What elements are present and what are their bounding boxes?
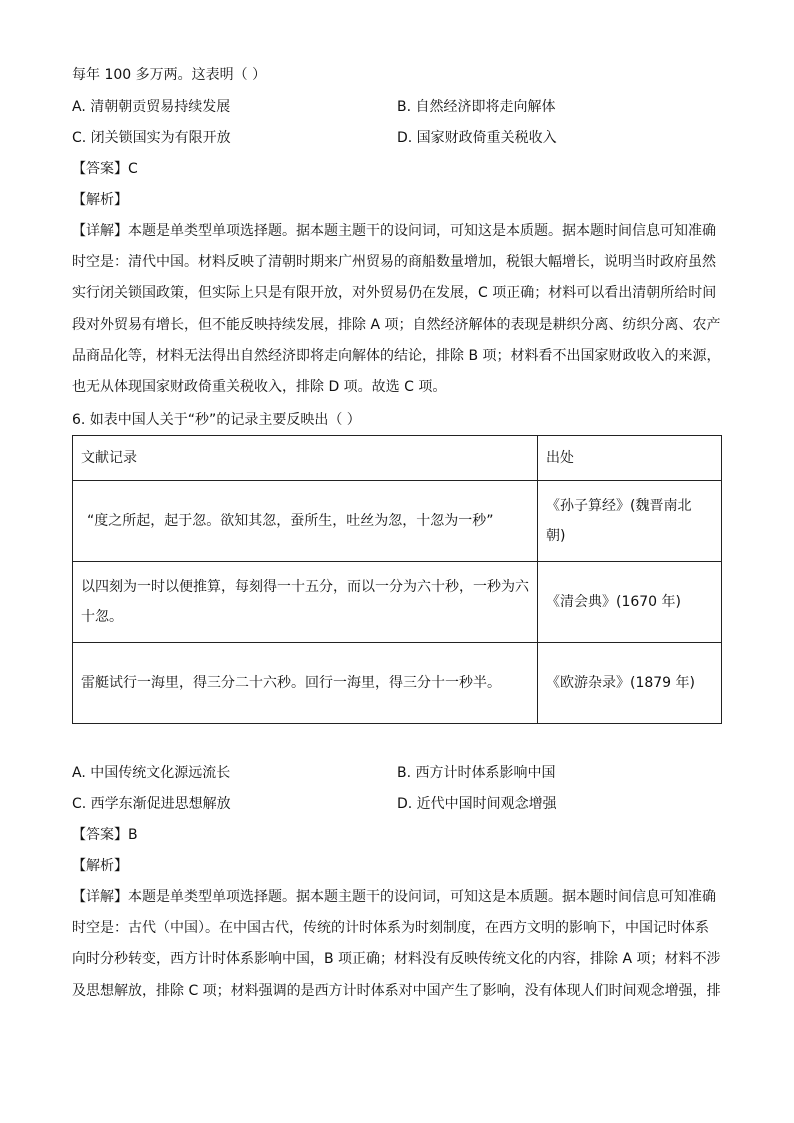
q5-detail-line: 时空是：清代中国。材料反映了清朝时期来广州贸易的商船数量增加，税银大幅增长，说明当时政府虽然 bbox=[72, 254, 716, 271]
source-line: 朝) bbox=[546, 528, 566, 544]
table-cell-record: 雷艇试行一海里，得三分二十六秒。回行一海里，得三分十一秒半。 bbox=[73, 643, 538, 724]
q6-detail-line: 时空是：古代（中国）。在中国古代，传统的计时体系为时刻制度，在西方文明的影响下，中国记时体系 bbox=[72, 920, 709, 937]
q5-analysis-label: 【解析】 bbox=[72, 192, 128, 208]
q6-answer: 【答案】B bbox=[72, 827, 138, 843]
q6-detail-line: 及思想解放，排除 C 项；材料强调的是西方计时体系对中国产生了影响，没有体现人们时间观念增强，排 bbox=[72, 982, 721, 999]
records-table bbox=[72, 435, 722, 724]
q5-stem-tail: 每年 100 多万两。这表明（ ） bbox=[72, 67, 267, 83]
q6-option-b: B. 西方计时体系影响中国 bbox=[397, 765, 556, 781]
table-cell-source: 《欧游杂录》(1879 年) bbox=[538, 643, 722, 724]
q6-option-a: A. 中国传统文化源远流长 bbox=[72, 765, 231, 781]
q5-detail-line: 也无从体现国家财政倚重关税收入，排除 D 项。故选 C 项。 bbox=[72, 379, 447, 396]
q5-option-d: D. 国家财政倚重关税收入 bbox=[397, 130, 557, 146]
q5-option-a: A. 清朝朝贡贸易持续发展 bbox=[72, 99, 231, 115]
q6-option-d: D. 近代中国时间观念增强 bbox=[397, 796, 557, 812]
q5-detail-line: 段对外贸易有增长，但不能反映持续发展，排除 A 项；自然经济解体的表现是耕织分离、纺织分离、农产 bbox=[72, 316, 721, 333]
q6-analysis-label: 【解析】 bbox=[72, 858, 128, 874]
source-line: 《孙子算经》(魏晋南北 bbox=[546, 498, 692, 514]
table-header-row bbox=[73, 436, 722, 481]
table-cell-source: 《清会典》(1670 年) bbox=[538, 562, 722, 643]
q5-option-c: C. 闭关锁国实为有限开放 bbox=[72, 130, 231, 146]
table-row bbox=[73, 643, 722, 724]
table-row bbox=[73, 562, 722, 643]
table-header-record: 文献记录 bbox=[73, 436, 538, 481]
q6-detail-line: 向时分秒转变，西方计时体系影响中国，B 项正确；材料没有反映传统文化的内容，排除 A 项；材料不涉 bbox=[72, 951, 721, 968]
table-cell-source bbox=[538, 481, 722, 562]
table-header-source: 出处 bbox=[538, 436, 722, 481]
q5-detail-line: 【详解】本题是单类型单项选择题。据本题主题干的设问词，可知这是本质题。据本题时间信息可知准确 bbox=[72, 223, 716, 239]
q5-option-b: B. 自然经济即将走向解体 bbox=[397, 99, 556, 115]
q5-detail-paragraph bbox=[72, 216, 722, 403]
q5-detail-line: 实行闭关锁国政策，但实际上只是有限开放，对外贸易仍在发展，C 项正确；材料可以看出清朝所给时间 bbox=[72, 285, 717, 302]
q5-answer: 【答案】C bbox=[72, 161, 138, 177]
record-line: 以四刻为一时以便推算，每刻得一十五分，而以一分为六十秒，一秒为六 bbox=[81, 579, 529, 595]
q5-detail-line: 品商品化等，材料无法得出自然经济即将走向解体的结论，排除 B 项；材料看不出国家财政收入的来源， bbox=[72, 347, 721, 364]
record-line: 十忽。 bbox=[81, 609, 123, 625]
q6-option-c: C. 西学东渐促进思想解放 bbox=[72, 796, 231, 812]
q6-stem: 6. 如表中国人关于“秒”的记录主要反映出（ ） bbox=[72, 412, 361, 428]
table-row bbox=[73, 481, 722, 562]
q6-detail-line: 【详解】本题是单类型单项选择题。据本题主题干的设问词，可知这是本质题。据本题时间信息可知准确 bbox=[72, 889, 716, 905]
table-cell-record: “度之所起，起于忽。欲知其忽，蚕所生，吐丝为忽，十忽为一秒” bbox=[73, 481, 538, 562]
q6-detail-paragraph bbox=[72, 882, 722, 1007]
table-cell-record bbox=[73, 562, 538, 643]
